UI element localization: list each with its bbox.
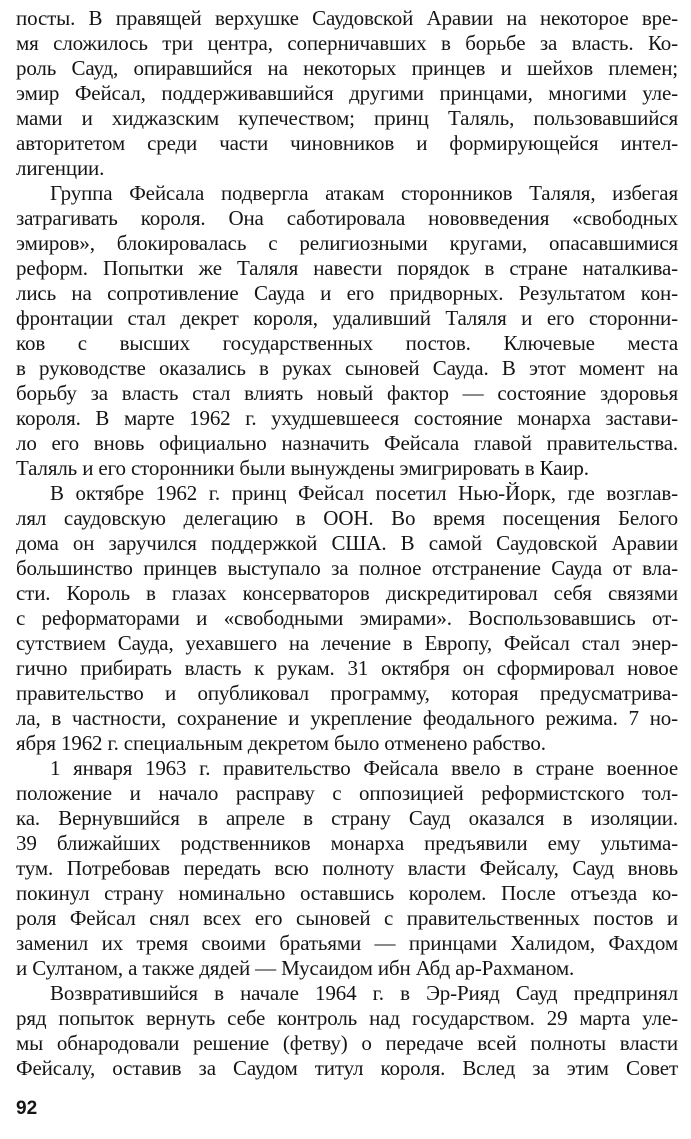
text-line: ло его вновь официально назначить Фейсала главой правительства.	[16, 431, 678, 455]
text-line: Группа Фейсала подвергла атакам сторонников Таляля, избегая	[50, 181, 678, 205]
text-line: мя сложилось три центра, соперничавших в борьбе за власть. Ко-	[16, 31, 678, 55]
page-number: 92	[16, 1098, 38, 1119]
text-line: заменил их тремя своими братьями — принцами Халидом, Фахдом	[16, 931, 678, 955]
text-line: Фейсалу, оставив за Саудом титул короля. Вслед за этим Совет	[16, 1056, 678, 1080]
text-line: сти. Король в глазах консерваторов дискредитировал себя связями	[16, 581, 678, 605]
text-line: ряд попыток вернуть себе контроль над государством. 29 марта уле-	[16, 1006, 678, 1030]
paragraph-2	[16, 181, 678, 481]
text-line: Таляль и его сторонники были вынуждены эмигрировать в Каир.	[16, 456, 589, 480]
text-line: ка. Вернувшийся в апреле в страну Сауд оказался в изоляции.	[16, 806, 678, 830]
text-line: ла, в частности, сохранение и укрепление феодального режима. 7 но-	[16, 706, 678, 730]
text-line: большинство принцев выступало за полное отстранение Сауда от вла-	[16, 556, 678, 580]
text-line: ября 1962 г. специальным декретом было отменено рабство.	[16, 731, 546, 755]
text-line: фронтации стал декрет короля, удаливший Таляля и его сторонни-	[16, 306, 678, 330]
text-line: покинул страну номинально оставшись королем. После отъезда ко-	[16, 881, 678, 905]
text-line: и Султаном, а также дядей — Мусаидом ибн Абд ар-Рахманом.	[16, 956, 575, 980]
paragraph-5	[16, 981, 678, 1081]
text-line: мами и хиджазским купечеством; принц Таляль, пользовавшийся	[16, 106, 678, 130]
book-page	[16, 6, 678, 1080]
paragraph-3	[16, 481, 678, 756]
text-line: авторитетом среди части чиновников и формирующейся интел-	[16, 131, 678, 155]
paragraph-4	[16, 756, 678, 981]
text-line: гично прибирать власть к рукам. 31 октября он сформировал новое	[16, 656, 678, 680]
text-line: реформ. Попытки же Таляля навести порядок в стране наталкива-	[16, 256, 678, 280]
text-line: В октябре 1962 г. принц Фейсал посетил Нью-Йорк, где возглав-	[50, 481, 678, 505]
text-line: тум. Потребовав передать всю полноту власти Фейсалу, Сауд вновь	[16, 856, 678, 880]
text-line: эмир Фейсал, поддерживавшийся другими принцами, многими уле-	[16, 81, 678, 105]
text-line: мы обнародовали решение (фетву) о передаче всей полноты власти	[16, 1031, 678, 1055]
text-line: эмиров», блокировалась с религиозными кругами, опасавшимися	[16, 231, 678, 255]
text-line: роль Сауд, опиравшийся на некоторых принцев и шейхов племен;	[16, 56, 678, 80]
text-line: Возвратившийся в начале 1964 г. в Эр-Рияд Сауд предпринял	[50, 981, 678, 1005]
text-line: дома он заручился поддержкой США. В самой Саудовской Аравии	[16, 531, 678, 555]
paragraph-1	[16, 6, 678, 181]
text-line: 1 января 1963 г. правительство Фейсала ввело в стране военное	[50, 756, 678, 780]
text-line: затрагивать короля. Она саботировала нововведения «свободных	[16, 206, 678, 230]
text-line: положение и начало расправу с оппозицией реформистского тол-	[16, 781, 678, 805]
text-line: с реформаторами и «свободными эмирами». Воспользовавшись от-	[16, 606, 678, 630]
text-line: сутствием Сауда, уехавшего на лечение в Европу, Фейсал стал энер-	[16, 631, 678, 655]
text-line: короля. В марте 1962 г. ухудшевшееся состояние монарха застави-	[16, 406, 678, 430]
text-line: посты. В правящей верхушке Саудовской Аравии на некоторое вре-	[16, 6, 678, 30]
text-line: борьбу за власть стал влиять новый фактор — состояние здоровья	[16, 381, 678, 405]
text-line: роля Фейсал снял всех его сыновей с правительственных постов и	[16, 906, 678, 930]
text-line: 39 ближайших родственников монарха предъявили ему ультима-	[16, 831, 678, 855]
text-line: правительство и опубликовал программу, которая предусматрива-	[16, 681, 678, 705]
text-line: лись на сопротивление Сауда и его придворных. Результатом кон-	[16, 281, 678, 305]
text-line: ков с высших государственных постов. Ключевые места	[16, 331, 678, 355]
text-line: лял саудовскую делегацию в ООН. Во время посещения Белого	[16, 506, 678, 530]
text-line: лигенции.	[16, 156, 105, 180]
text-line: в руководстве оказались в руках сыновей Сауда. В этот момент на	[16, 356, 678, 380]
